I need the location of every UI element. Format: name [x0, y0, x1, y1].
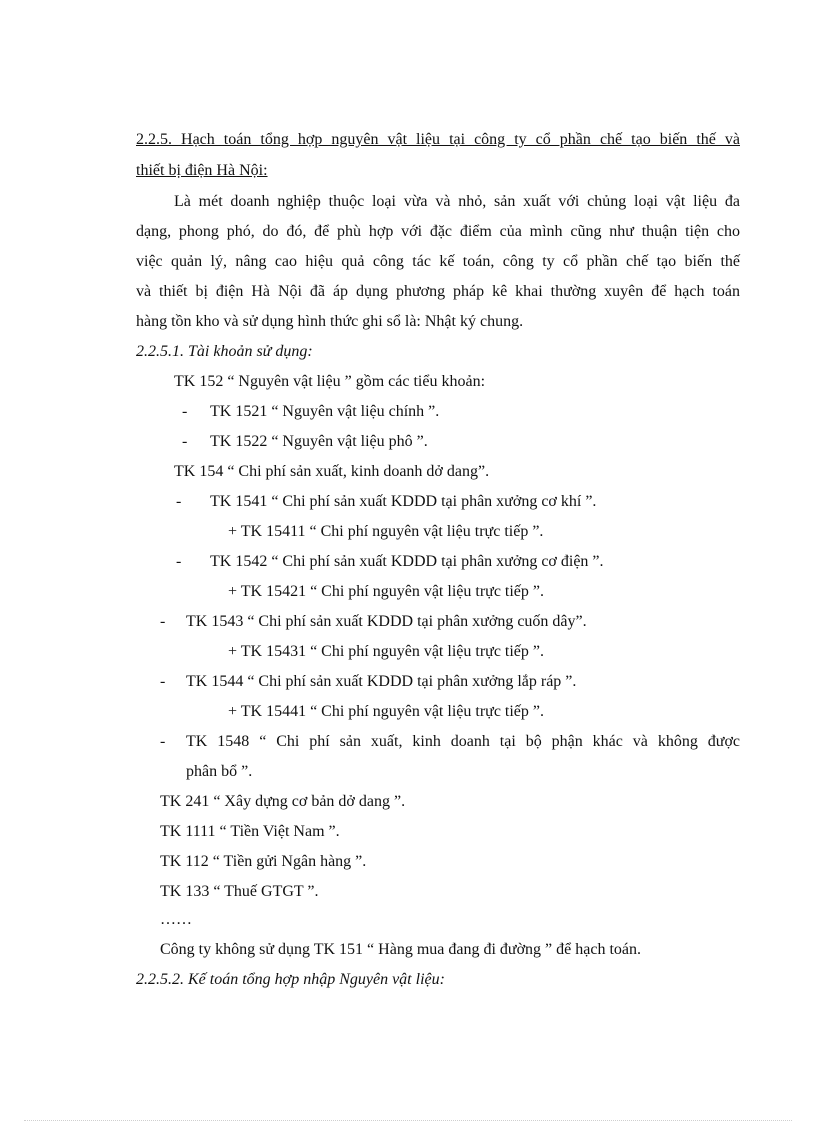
account-tk1521: TK 1521 “ Nguyên vật liệu chính ”. [210, 403, 440, 420]
intro-line-1: Là mét doanh nghiệp thuộc loại vừa và nhỏ, sản xuất với chủng loại vật liệu đa [174, 193, 740, 210]
account-tk1111: TK 1111 “ Tiền Việt Nam ”. [160, 823, 340, 840]
account-tk15441: + TK 15441 “ Chi phí nguyên vật liệu trực tiếp ”. [228, 703, 545, 720]
section-heading-line-1: 2.2.5. Hạch toán tổng hợp nguyên vật liệu tại công ty cổ phần chế tạo biến thế và [136, 131, 740, 148]
account-tk1544: TK 1544 “ Chi phí sản xuất KDDD tại phân xưởng lắp ráp ”. [186, 673, 577, 690]
account-tk152: TK 152 “ Nguyên vật liệu ” gồm các tiểu khoản: [174, 373, 486, 390]
account-tk15431: + TK 15431 “ Chi phí nguyên vật liệu trực tiếp ”. [228, 643, 545, 660]
bullet-dash: - [160, 613, 166, 630]
subsection-title-import: 2.2.5.2. Kế toán tổng hợp nhập Nguyên vật liệu: [136, 971, 445, 988]
bullet-dash: - [176, 493, 182, 510]
account-tk1522: TK 1522 “ Nguyên vật liệu phô ”. [210, 433, 428, 450]
bullet-dash: - [160, 673, 166, 690]
account-tk15421: + TK 15421 “ Chi phí nguyên vật liệu trực tiếp ”. [228, 583, 545, 600]
intro-line-4: và thiết bị điện Hà Nội đã áp dụng phương pháp kê khai thường xuyên để hạch toán [136, 283, 740, 300]
page-bottom-divider [24, 1120, 792, 1121]
account-tk1541: TK 1541 “ Chi phí sản xuất KDDD tại phân xưởng cơ khí ”. [210, 493, 597, 510]
bullet-dash: - [182, 403, 188, 420]
account-tk1548-line-1: TK 1548 “ Chi phí sản xuất, kinh doanh tại bộ phận khác và không được [186, 733, 740, 750]
bullet-dash: - [176, 553, 182, 570]
intro-line-2: dạng, phong phó, do đó, để phù hợp với đặc điểm của mình cũng như thuận tiện cho [136, 223, 740, 240]
account-tk15411: + TK 15411 “ Chi phí nguyên vật liệu trực tiếp ”. [228, 523, 544, 540]
account-tk1543: TK 1543 “ Chi phí sản xuất KDDD tại phân xưởng cuốn dây”. [186, 613, 587, 630]
intro-line-5: hàng tồn kho và sử dụng hình thức ghi sổ là: Nhật ký chung. [136, 313, 524, 330]
section-heading-line-2: thiết bị điện Hà Nội: [136, 162, 268, 179]
note-tk151: Công ty không sử dụng TK 151 “ Hàng mua đang đi đường ” để hạch toán. [160, 941, 641, 958]
account-tk1542: TK 1542 “ Chi phí sản xuất KDDD tại phân xưởng cơ điện ”. [210, 553, 604, 570]
bullet-dash: - [160, 733, 166, 750]
bullet-dash: - [182, 433, 188, 450]
account-tk1548-line-2: phân bổ ”. [186, 763, 253, 780]
intro-line-3: việc quản lý, nâng cao hiệu quả công tác kế toán, công ty cổ phần chế tạo biến thế [136, 253, 740, 270]
account-tk241: TK 241 “ Xây dựng cơ bản dở dang ”. [160, 793, 406, 810]
account-tk154: TK 154 “ Chi phí sản xuất, kinh doanh dở dang”. [174, 463, 490, 480]
account-tk112: TK 112 “ Tiền gửi Ngân hàng ”. [160, 853, 367, 870]
account-tk133: TK 133 “ Thuế GTGT ”. [160, 883, 319, 900]
ellipsis: …… [160, 911, 192, 928]
subsection-title-accounts: 2.2.5.1. Tài khoản sử dụng: [136, 343, 313, 360]
